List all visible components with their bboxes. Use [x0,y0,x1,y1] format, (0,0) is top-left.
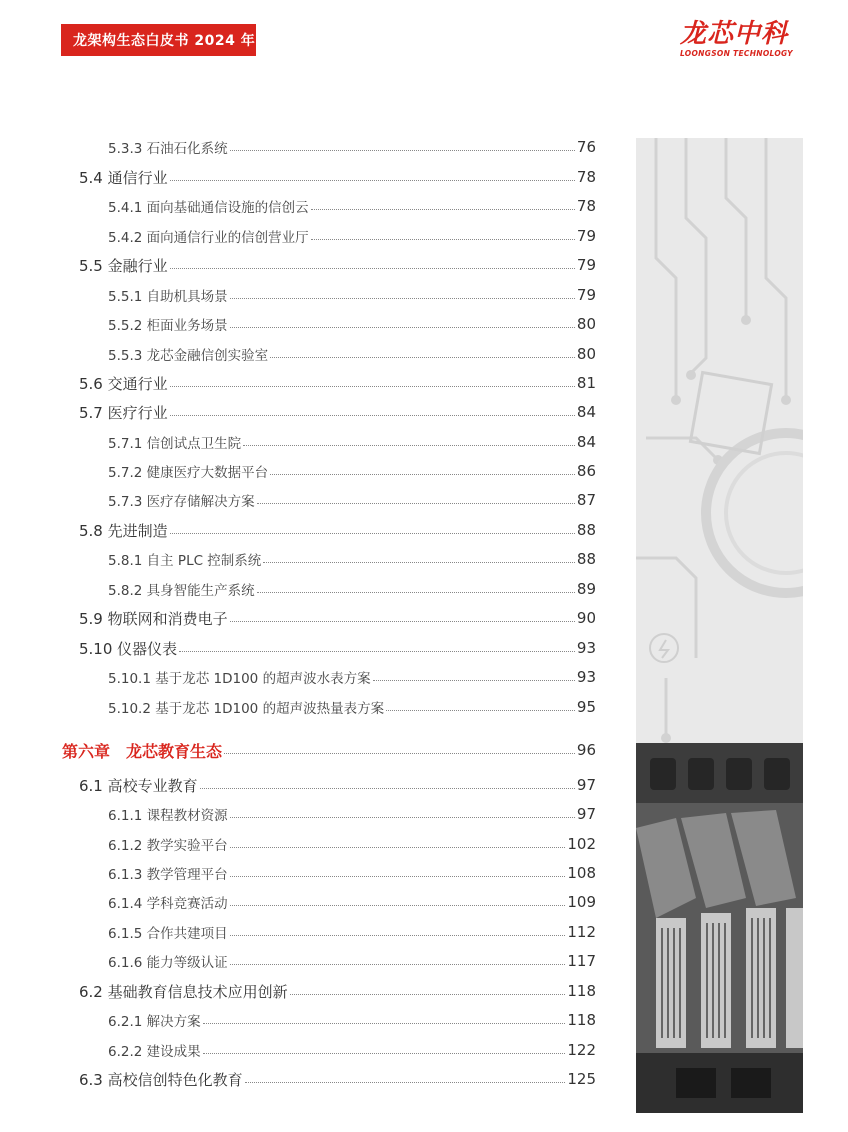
toc-page-number: 96 [576,741,596,759]
toc-entry-label: 5.4 通信行业 [79,168,168,187]
toc-leader-dots [386,710,575,711]
toc-chapter-entry[interactable] [62,739,596,761]
toc-entry[interactable] [108,284,596,306]
toc-entry-label: 5.7.2 健康医疗大数据平台 [108,465,269,481]
toc-entry-label: 5.7 医疗行业 [79,403,168,422]
toc-leader-dots [170,386,575,387]
toc-page-number: 109 [567,893,596,911]
toc-entry-label: 5.5.2 柜面业务场景 [108,318,228,334]
toc-entry-label: 5.5 金融行业 [79,256,168,275]
toc-leader-dots [270,474,575,475]
toc-leader-dots [203,1053,566,1054]
toc-entry[interactable] [108,489,596,511]
toc-entry-label: 6.1.1 课程教材资源 [108,808,228,824]
toc-entry-label: 5.4.1 面向基础通信设施的信创云 [108,200,309,216]
toc-entry[interactable] [108,136,596,158]
toc-page-number: 125 [567,1070,596,1088]
toc-entry[interactable] [108,431,596,453]
header-title: 龙架构生态白皮书 2024 年 [73,33,256,49]
toc-entry-label: 6.2.1 解决方案 [108,1014,201,1030]
toc-leader-dots [230,327,575,328]
toc-leader-dots [200,788,575,789]
toc-entry[interactable] [108,225,596,247]
circuit-illustration [636,138,803,1113]
header-title-badge [61,24,256,56]
toc-entry-label: 6.1.6 能力等级认证 [108,955,228,971]
toc-entry[interactable] [108,696,596,718]
toc-leader-dots [170,268,575,269]
toc-entry[interactable] [79,774,596,796]
toc-leader-dots [230,905,566,906]
toc-entry-label: 5.8.1 自主 PLC 控制系统 [108,553,262,569]
toc-entry[interactable] [108,1009,596,1031]
toc-page-number: 88 [576,521,596,539]
toc-entry-label: 5.8 先进制造 [79,521,168,540]
toc-entry[interactable] [108,803,596,825]
toc-page-number: 97 [576,776,596,794]
toc-entry[interactable] [108,195,596,217]
toc-entry[interactable] [108,833,596,855]
toc-leader-dots [257,592,575,593]
loongson-logo [680,20,810,60]
toc-entry-label: 5.10.2 基于龙芯 1D100 的超声波热量表方案 [108,701,385,717]
toc-entry[interactable] [108,891,596,913]
toc-page-number: 80 [576,315,596,333]
toc-page-number: 79 [576,256,596,274]
toc-entry[interactable] [79,980,596,1002]
toc-leader-dots [203,1023,566,1024]
toc-entry-label: 6.2.2 建设成果 [108,1044,201,1060]
toc-entry[interactable] [108,460,596,482]
toc-entry-label: 5.8.2 具身智能生产系统 [108,583,255,599]
toc-leader-dots [311,239,575,240]
toc-entry-label: 5.5.3 龙芯金融信创实验室 [108,348,269,364]
toc-entry[interactable] [108,343,596,365]
toc-page-number: 78 [576,197,596,215]
toc-entry[interactable] [79,607,596,629]
toc-entry-label: 5.3.3 石油石化系统 [108,141,228,157]
toc-entry[interactable] [79,401,596,423]
toc-page-number: 112 [567,923,596,941]
toc-leader-dots [230,298,575,299]
toc-entry[interactable] [108,921,596,943]
toc-leader-dots [373,680,575,681]
side-decorative-panel [636,138,803,1113]
toc-leader-dots [224,753,575,754]
toc-leader-dots [270,357,575,358]
logo-en-text: LOONGSON TECHNOLOGY [680,49,793,58]
toc-entry-label: 6.1.2 教学实验平台 [108,838,228,854]
toc-entry-label: 5.7.3 医疗存储解决方案 [108,494,255,510]
toc-leader-dots [230,876,566,877]
toc-page-number: 108 [567,864,596,882]
toc-page-number: 93 [576,639,596,657]
toc-leader-dots [245,1082,566,1083]
toc-page-number: 89 [576,580,596,598]
toc-leader-dots [243,445,575,446]
toc-page-number: 88 [576,550,596,568]
toc-entry-label: 6.1 高校专业教育 [79,776,198,795]
toc-page-number: 87 [576,491,596,509]
toc-page-number: 84 [576,403,596,421]
toc-entry[interactable] [79,519,596,541]
toc-page-number: 76 [576,138,596,156]
toc-page-number: 102 [567,835,596,853]
toc-leader-dots [170,533,575,534]
toc-entry[interactable] [108,862,596,884]
toc-leader-dots [230,817,575,818]
toc-entry-label: 5.6 交通行业 [79,374,168,393]
logo-cn-text: 龙芯中科 [680,19,789,49]
toc-entry-label: 6.1.3 教学管理平台 [108,867,228,883]
toc-page-number: 78 [576,168,596,186]
toc-entry-label: 5.9 物联网和消费电子 [79,609,228,628]
toc-entry[interactable] [79,1068,596,1090]
toc-leader-dots [170,180,575,181]
toc-page-number: 122 [567,1041,596,1059]
toc-leader-dots [263,562,575,563]
toc-page-number: 117 [567,952,596,970]
toc-entry[interactable] [79,254,596,276]
toc-leader-dots [290,994,566,995]
toc-entry[interactable] [108,548,596,570]
toc-entry-label: 5.7.1 信创试点卫生院 [108,436,242,452]
toc-entry[interactable] [108,313,596,335]
toc-leader-dots [230,621,575,622]
toc-entry-label: 第六章 龙芯教育生态 [62,741,223,761]
toc-page-number: 118 [567,982,596,1000]
toc-page-number: 97 [576,805,596,823]
toc-entry-label: 5.5.1 自助机具场景 [108,289,228,305]
toc-leader-dots [230,847,566,848]
toc-entry[interactable] [79,166,596,188]
toc-page-number: 118 [567,1011,596,1029]
toc-entry[interactable] [108,578,596,600]
toc-entry-label: 5.10.1 基于龙芯 1D100 的超声波水表方案 [108,671,371,687]
toc-leader-dots [179,651,575,652]
toc-page-number: 81 [576,374,596,392]
toc-leader-dots [311,209,575,210]
toc-entry[interactable] [79,637,596,659]
toc-page-number: 84 [576,433,596,451]
toc-leader-dots [230,150,575,151]
toc-page-number: 79 [576,286,596,304]
toc-page-number: 90 [576,609,596,627]
toc-page-number: 80 [576,345,596,363]
toc-entry-label: 6.3 高校信创特色化教育 [79,1070,243,1089]
toc-page-number: 93 [576,668,596,686]
toc-leader-dots [170,415,575,416]
toc-page-number: 95 [576,698,596,716]
toc-leader-dots [230,935,566,936]
toc-page-number: 86 [576,462,596,480]
toc-entry-label: 6.1.4 学科竞赛活动 [108,896,228,912]
toc-entry[interactable] [108,1039,596,1061]
toc-leader-dots [230,964,566,965]
toc-entry[interactable] [79,372,596,394]
toc-leader-dots [257,503,575,504]
toc-entry-label: 5.4.2 面向通信行业的信创营业厅 [108,230,309,246]
toc-entry[interactable] [108,950,596,972]
toc-entry-label: 5.10 仪器仪表 [79,639,178,658]
toc-entry-label: 6.2 基础教育信息技术应用创新 [79,982,288,1001]
toc-page-number: 79 [576,227,596,245]
toc-entry-label: 6.1.5 合作共建项目 [108,926,228,942]
toc-entry[interactable] [108,666,596,688]
